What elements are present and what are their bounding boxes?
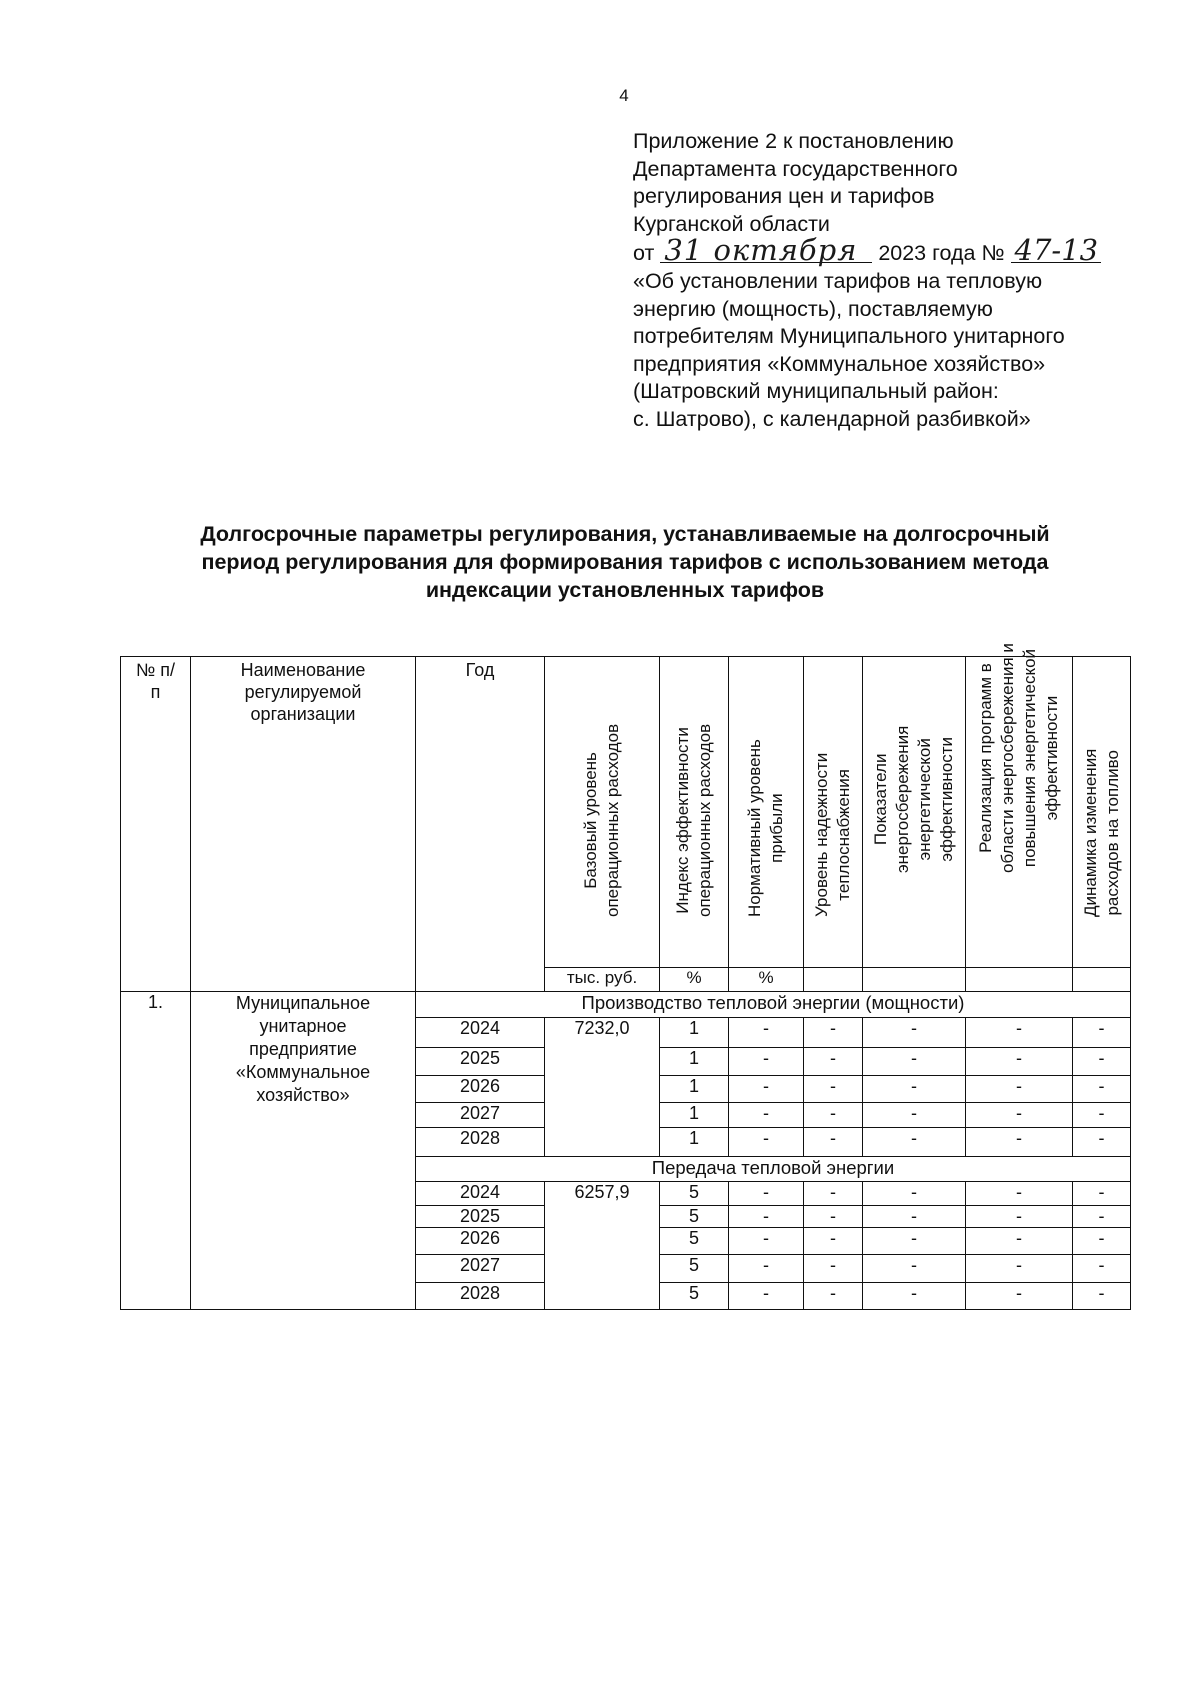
energy-cell: - bbox=[863, 1128, 966, 1157]
energy-cell: - bbox=[863, 1283, 966, 1310]
subject-line: (Шатровский муниципальный район: bbox=[633, 379, 999, 404]
efficiency-index-cell: 1 bbox=[660, 1103, 729, 1128]
profit-cell: - bbox=[729, 1206, 804, 1228]
date-prefix: от bbox=[633, 241, 655, 266]
fuel-cell: - bbox=[1073, 1128, 1131, 1157]
efficiency-index-cell: 1 bbox=[660, 1018, 729, 1048]
unit-empty bbox=[863, 968, 966, 992]
fuel-cell: - bbox=[1073, 1228, 1131, 1255]
energy-cell: - bbox=[863, 1228, 966, 1255]
header-profit: Нормативный уровень прибыли bbox=[729, 657, 804, 968]
profit-cell: - bbox=[729, 1128, 804, 1157]
subject-line: энергию (мощность), поставляемую bbox=[633, 296, 993, 321]
org-line: Муниципальное bbox=[235, 993, 371, 1013]
profit-cell: - bbox=[729, 1283, 804, 1310]
fuel-cell: - bbox=[1073, 1018, 1131, 1048]
header-base: Базовый уровень операционных расходов bbox=[545, 657, 660, 968]
appendix-line: Департамента государственного bbox=[633, 156, 958, 181]
header-row bbox=[121, 657, 1131, 968]
fuel-cell: - bbox=[1073, 1283, 1131, 1310]
decree-date-line bbox=[633, 233, 1193, 268]
profit-cell: - bbox=[729, 1048, 804, 1076]
year-cell: 2024 bbox=[416, 1182, 545, 1206]
programs-cell: - bbox=[966, 1128, 1073, 1157]
reliability-cell: - bbox=[804, 1255, 863, 1283]
appendix-line: Приложение 2 к постановлению bbox=[633, 129, 954, 153]
programs-cell: - bbox=[966, 1255, 1073, 1283]
fuel-cell: - bbox=[1073, 1048, 1131, 1076]
energy-cell: - bbox=[863, 1103, 966, 1128]
subject-line: потребителям Муниципального унитарного bbox=[633, 324, 1065, 349]
unit-base: тыс. руб. bbox=[545, 968, 660, 992]
energy-cell: - bbox=[863, 1048, 966, 1076]
energy-cell: - bbox=[863, 1076, 966, 1103]
year-cell: 2027 bbox=[416, 1255, 545, 1283]
title-line: индексации установленных тарифов bbox=[425, 578, 825, 602]
org-line: унитарное bbox=[259, 1016, 347, 1036]
profit-cell: - bbox=[729, 1255, 804, 1283]
reliability-cell: - bbox=[804, 1048, 863, 1076]
header-index: Индекс эффективности операционных расходов bbox=[660, 657, 729, 968]
reliability-cell: - bbox=[804, 1283, 863, 1310]
energy-cell: - bbox=[863, 1255, 966, 1283]
year-cell: 2025 bbox=[416, 1206, 545, 1228]
efficiency-index-cell: 5 bbox=[660, 1182, 729, 1206]
year-cell: 2028 bbox=[416, 1283, 545, 1310]
reliability-cell: - bbox=[804, 1103, 863, 1128]
fuel-cell: - bbox=[1073, 1255, 1131, 1283]
organization-name bbox=[191, 992, 416, 1310]
appendix-line: Курганской области bbox=[633, 211, 830, 236]
energy-cell: - bbox=[863, 1182, 966, 1206]
unit-profit: % bbox=[729, 968, 804, 992]
appendix-block bbox=[633, 128, 1193, 434]
profit-cell: - bbox=[729, 1076, 804, 1103]
unit-empty bbox=[966, 968, 1073, 992]
base-opex-cell: 7232,0 bbox=[545, 1018, 660, 1157]
profit-cell: - bbox=[729, 1182, 804, 1206]
profit-cell: - bbox=[729, 1228, 804, 1255]
unit-empty bbox=[804, 968, 863, 992]
year-cell: 2024 bbox=[416, 1018, 545, 1048]
handwritten-date: 31 октября bbox=[660, 238, 872, 263]
profit-cell: - bbox=[729, 1018, 804, 1048]
base-opex-cell: 6257,9 bbox=[545, 1182, 660, 1310]
header-reliability: Уровень надежности теплоснабжения bbox=[804, 657, 863, 968]
efficiency-index-cell: 5 bbox=[660, 1255, 729, 1283]
energy-cell: - bbox=[863, 1206, 966, 1228]
appendix-line: регулирования цен и тарифов bbox=[633, 184, 935, 209]
reliability-cell: - bbox=[804, 1206, 863, 1228]
programs-cell: - bbox=[966, 1228, 1073, 1255]
year-cell: 2027 bbox=[416, 1103, 545, 1128]
fuel-cell: - bbox=[1073, 1182, 1131, 1206]
year-cell: 2026 bbox=[416, 1076, 545, 1103]
reliability-cell: - bbox=[804, 1182, 863, 1206]
year-cell: 2026 bbox=[416, 1228, 545, 1255]
subject-line: с. Шатрово), с календарной разбивкой» bbox=[633, 406, 1031, 431]
subject-line: «Об установлении тарифов на тепловую bbox=[633, 268, 1043, 293]
efficiency-index-cell: 5 bbox=[660, 1283, 729, 1310]
programs-cell: - bbox=[966, 1182, 1073, 1206]
header-fuel: Динамика изменения расходов на топливо bbox=[1073, 657, 1131, 968]
header-year: Год bbox=[416, 657, 545, 992]
unit-index: % bbox=[660, 968, 729, 992]
reliability-cell: - bbox=[804, 1228, 863, 1255]
year-cell: 2028 bbox=[416, 1128, 545, 1157]
reliability-cell: - bbox=[804, 1076, 863, 1103]
programs-cell: - bbox=[966, 1048, 1073, 1076]
header-energy: Показатели энергосбережения энергетической эффективности bbox=[863, 657, 966, 968]
efficiency-index-cell: 5 bbox=[660, 1206, 729, 1228]
efficiency-index-cell: 1 bbox=[660, 1048, 729, 1076]
year-cell: 2025 bbox=[416, 1048, 545, 1076]
page-number: 4 bbox=[619, 86, 629, 105]
org-line: хозяйство» bbox=[256, 1085, 350, 1105]
fuel-cell: - bbox=[1073, 1076, 1131, 1103]
section-title: Производство тепловой энергии (мощности) bbox=[416, 992, 1131, 1018]
header-programs: Реализация программ в области энергосбережения и повышения энергетической эффективности bbox=[966, 657, 1073, 968]
efficiency-index-cell: 1 bbox=[660, 1128, 729, 1157]
header-num: № п/п bbox=[121, 657, 191, 992]
programs-cell: - bbox=[966, 1283, 1073, 1310]
reliability-cell: - bbox=[804, 1128, 863, 1157]
org-line: предприятие bbox=[249, 1039, 357, 1059]
header-org: Наименование регулируемой организации bbox=[191, 657, 416, 992]
reliability-cell: - bbox=[804, 1018, 863, 1048]
parameters-table bbox=[120, 643, 1131, 1310]
programs-cell: - bbox=[966, 1103, 1073, 1128]
programs-cell: - bbox=[966, 1018, 1073, 1048]
section-title: Передача тепловой энергии bbox=[416, 1157, 1131, 1182]
profit-cell: - bbox=[729, 1103, 804, 1128]
document-title bbox=[90, 520, 1160, 604]
unit-empty bbox=[1073, 968, 1131, 992]
handwritten-number: 47-13 bbox=[1011, 238, 1101, 263]
section-row bbox=[121, 992, 1131, 1018]
row-number: 1. bbox=[121, 992, 191, 1310]
fuel-cell: - bbox=[1073, 1206, 1131, 1228]
subject-line: предприятия «Коммунальное хозяйство» bbox=[633, 351, 1046, 376]
year-text: 2023 года № bbox=[878, 241, 1005, 266]
programs-cell: - bbox=[966, 1076, 1073, 1103]
efficiency-index-cell: 1 bbox=[660, 1076, 729, 1103]
title-line: Долгосрочные параметры регулирования, устанавливаемые на долгосрочный bbox=[200, 522, 1050, 546]
efficiency-index-cell: 5 bbox=[660, 1228, 729, 1255]
energy-cell: - bbox=[863, 1018, 966, 1048]
org-line: «Коммунальное bbox=[235, 1062, 371, 1082]
fuel-cell: - bbox=[1073, 1103, 1131, 1128]
title-line: период регулирования для формирования тарифов с использованием метода bbox=[201, 550, 1049, 574]
programs-cell: - bbox=[966, 1206, 1073, 1228]
